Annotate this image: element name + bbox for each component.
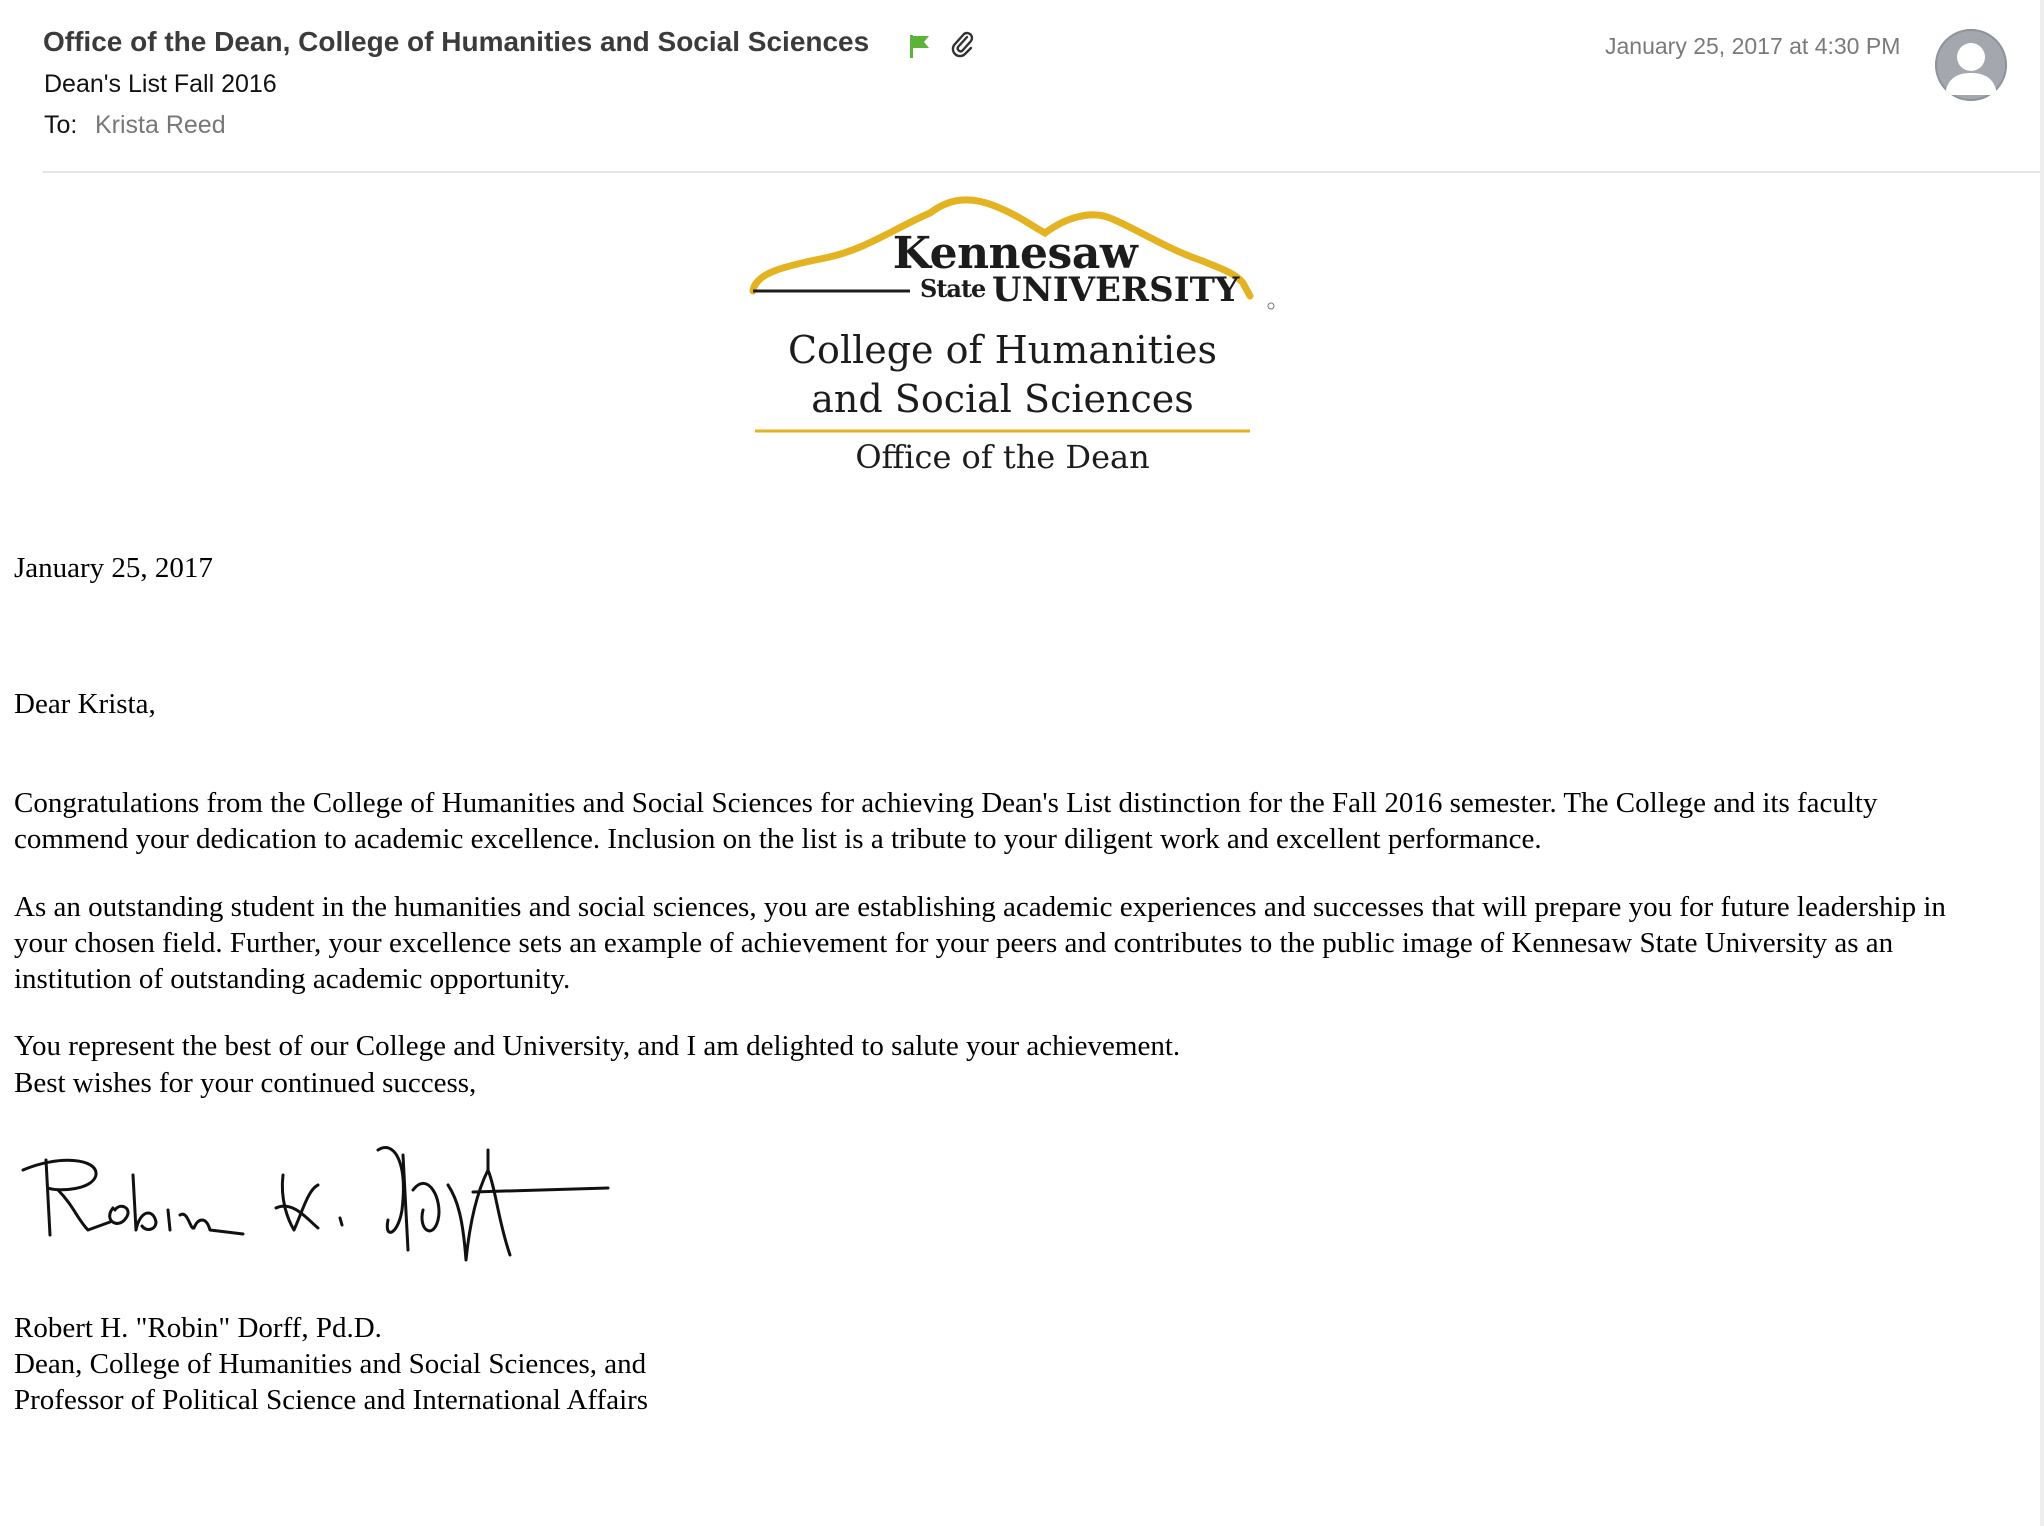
letter-paragraph: You represent the best of our College and University, and I am delighted to salute your achievement. — [14, 1030, 1181, 1062]
letter-closing: Best wishes for your continued success, — [14, 1067, 477, 1099]
header-divider — [43, 171, 2044, 173]
signer-name: Robert H. "Robin" Dorff, Pd.D. — [14, 1312, 382, 1344]
logo-college-line-2: and Social Sciences — [811, 377, 1194, 421]
flag-icon[interactable] — [908, 33, 932, 59]
logo-office-text: Office of the Dean — [855, 438, 1150, 476]
logo-college-line-1: College of Humanities — [787, 328, 1217, 372]
sender-name[interactable]: Office of the Dean, College of Humanities and Social Sciences — [43, 26, 870, 57]
letter-paragraph: Congratulations from the College of Humanities and Social Sciences for achieving Dean's List distinction for the Fall 2016 semester. The College and its faculty commend your dedication to academic excellence. Inclusion on the list is a tribute to your diligent work and excellent performance. — [14, 787, 1878, 855]
email-subject: Dean's List Fall 2016 — [44, 70, 277, 98]
logo-state-text: State — [920, 274, 986, 303]
email-header — [0, 0, 2044, 175]
letter-paragraph: As an outstanding student in the humanities and social sciences, you are establishing academic experiences and successes that will prepare you for future leadership in your chosen field. Further, your excellence sets an example of achievement for your peers and contributes to the public image of Kennesaw State University as an institution of outstanding academic opportunity. — [14, 891, 1946, 995]
avatar[interactable] — [1935, 29, 2007, 101]
signer-title-line-2: Professor of Political Science and International Affairs — [14, 1384, 649, 1416]
handwritten-signature — [18, 1130, 618, 1280]
paperclip-icon[interactable] — [950, 30, 976, 58]
avatar-placeholder-icon — [1935, 29, 2007, 101]
letter-salutation: Dear Krista, — [14, 688, 156, 720]
email-timestamp: January 25, 2017 at 4:30 PM — [1605, 33, 1901, 59]
signer-title-line-1: Dean, College of Humanities and Social Sciences, and — [14, 1348, 647, 1380]
to-label: To: — [44, 111, 78, 139]
letter-date: January 25, 2017 — [14, 552, 213, 584]
logo-university-text: UNIVERSITY — [992, 270, 1240, 310]
university-logo — [745, 188, 1285, 488]
recipient-name[interactable]: Krista Reed — [95, 111, 226, 139]
scrollbar[interactable] — [2040, 0, 2044, 1526]
signature-block — [14, 1310, 648, 1418]
logo-gold-rule — [755, 426, 1295, 436]
logo-kennesaw-text: Kennesaw — [892, 228, 1138, 279]
